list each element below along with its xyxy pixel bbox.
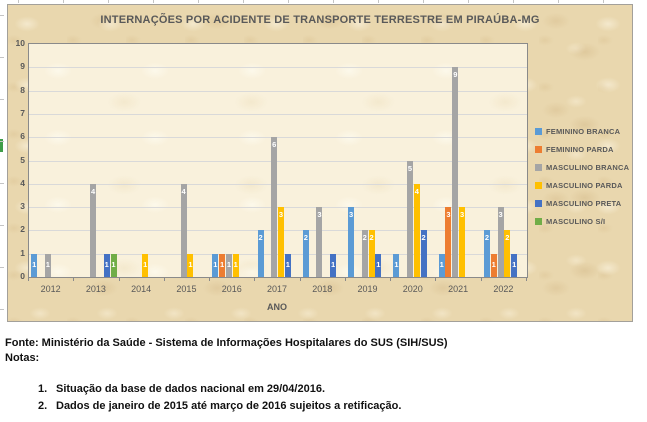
y-tick-label: 8 xyxy=(20,84,25,95)
x-tick-label: 2016 xyxy=(221,284,242,294)
source-line: Fonte: Ministério da Saúde - Sistema de Informações Hospitalares do SUS (SIH/SUS) xyxy=(5,337,448,349)
legend-item-masculino-branca xyxy=(535,163,629,172)
legend-swatch-icon xyxy=(535,128,542,135)
legend-item-masculino-s-i xyxy=(535,217,629,226)
bar-data-label: 3 xyxy=(349,210,354,220)
legend-item-masculino-preta xyxy=(535,199,629,208)
legend-label: FEMININO BRANCA xyxy=(546,127,621,136)
y-tick-label: 0 xyxy=(20,271,25,281)
bar-data-label: 1 xyxy=(285,259,290,269)
x-axis-tick xyxy=(345,277,346,281)
x-axis-title: ANO xyxy=(267,302,287,312)
note-text: Dados de janeiro de 2015 até março de 2016 sujeitos a retificação. xyxy=(56,400,402,412)
x-tick-label: 2014 xyxy=(131,284,152,294)
bar-data-label: 1 xyxy=(220,259,225,269)
bar-2021-feminino-parda xyxy=(445,207,451,277)
bar-data-label: 4 xyxy=(91,186,96,196)
bar-data-label: 3 xyxy=(459,210,465,220)
y-tick-label: 2 xyxy=(20,224,25,235)
edge-tick xyxy=(0,183,4,184)
bar-2021-masculino-parda xyxy=(459,207,465,277)
bar-2022-feminino-branca xyxy=(484,230,490,277)
bar-2017-masculino-preta xyxy=(285,254,291,277)
bar-2019-feminino-branca xyxy=(348,207,354,277)
note-number: 2. xyxy=(38,400,48,412)
bar-data-label: 3 xyxy=(446,210,451,220)
bar-2014-masculino-parda xyxy=(142,254,148,277)
legend-item-feminino-parda xyxy=(535,145,629,154)
bar-data-label: 5 xyxy=(407,163,413,173)
bar-data-label: 1 xyxy=(104,259,109,269)
y-tick-label: 6 xyxy=(20,131,25,142)
y-tick-label: 1 xyxy=(20,247,25,258)
x-axis-tick xyxy=(73,277,74,281)
x-axis-tick xyxy=(300,277,301,281)
bar-data-label: 2 xyxy=(369,233,374,243)
bar-2020-masculino-branca xyxy=(407,161,413,278)
bar-data-label: 1 xyxy=(394,259,399,269)
x-tick-label: 2017 xyxy=(266,284,287,294)
legend-label: MASCULINO PRETA xyxy=(546,199,622,208)
bar-data-label: 1 xyxy=(111,259,116,269)
bar-2013-masculino-branca xyxy=(90,184,96,277)
x-axis-tick xyxy=(119,277,120,281)
bar-data-label: 9 xyxy=(453,70,458,80)
edge-tick xyxy=(288,0,289,3)
bar-2016-masculino-parda xyxy=(233,254,239,277)
edge-tick xyxy=(0,15,4,16)
legend-swatch-icon xyxy=(535,164,542,171)
x-axis-tick xyxy=(254,277,255,281)
y-tick-label: 10 xyxy=(15,38,25,48)
legend-label: FEMININO PARDA xyxy=(546,145,614,154)
legend-label: MASCULINO PARDA xyxy=(546,181,623,190)
x-tick-label: 2021 xyxy=(448,284,469,294)
x-axis-tick xyxy=(435,277,436,281)
bar-data-label: 1 xyxy=(512,259,517,269)
bar-2022-masculino-preta xyxy=(511,254,517,277)
bar-data-label: 2 xyxy=(484,233,490,243)
x-axis-tick xyxy=(164,277,165,281)
chart-legend xyxy=(535,127,629,226)
bar-2020-feminino-branca xyxy=(393,254,399,277)
bar-data-label: 2 xyxy=(505,233,510,243)
edge-tick xyxy=(153,0,154,3)
bar-2017-feminino-branca xyxy=(258,230,264,277)
x-axis-tick xyxy=(209,277,210,281)
bar-2018-feminino-branca xyxy=(303,230,309,277)
bar-data-label: 1 xyxy=(213,259,218,269)
legend-swatch-icon xyxy=(535,182,542,189)
footer xyxy=(0,330,647,422)
bar-data-label: 1 xyxy=(188,259,193,269)
legend-label: MASCULINO BRANCA xyxy=(546,163,630,172)
bar-data-label: 4 xyxy=(414,186,419,196)
y-tick-label: 4 xyxy=(20,177,25,188)
edge-tick xyxy=(378,0,379,3)
edge-tick xyxy=(0,99,4,100)
bar-data-label: 1 xyxy=(32,259,37,269)
y-tick-label: 9 xyxy=(20,61,25,72)
bar-2012-feminino-branca xyxy=(31,254,37,277)
note-text: Situação da base de dados nacional em 29/04/2016. xyxy=(56,383,326,395)
edge-tick xyxy=(0,57,4,58)
bar-data-label: 2 xyxy=(362,233,367,243)
x-axis-tick xyxy=(390,277,391,281)
bar-data-label: 1 xyxy=(376,259,381,269)
bar-data-label: 1 xyxy=(143,259,148,269)
notes-label: Notas: xyxy=(5,352,40,364)
edge-tick xyxy=(0,309,4,310)
bar-data-label: 1 xyxy=(439,259,444,269)
edge-tick xyxy=(0,225,4,226)
bar-2018-masculino-branca xyxy=(316,207,322,277)
bar-data-label: 3 xyxy=(498,210,503,220)
edge-tick xyxy=(0,267,4,268)
x-axis-tick xyxy=(481,277,482,281)
x-tick-label: 2013 xyxy=(85,284,106,294)
bar-2019-masculino-preta xyxy=(375,254,381,277)
x-tick-label: 2012 xyxy=(40,284,61,294)
bar-2017-masculino-branca xyxy=(271,137,277,277)
x-tick-label: 2019 xyxy=(357,284,378,294)
x-tick-label: 2022 xyxy=(493,284,514,294)
x-tick-label: 2018 xyxy=(312,284,333,294)
edge-tick xyxy=(0,141,4,142)
legend-swatch-icon xyxy=(535,146,542,153)
bar-data-label: 1 xyxy=(233,259,238,269)
edge-tick xyxy=(558,0,559,3)
edge-tick xyxy=(63,0,64,3)
bar-2019-masculino-parda xyxy=(369,230,375,277)
x-axis-tick xyxy=(526,277,527,281)
bar-data-label: 6 xyxy=(272,140,277,150)
bar-data-label: 1 xyxy=(45,259,50,269)
chart-frame xyxy=(7,4,633,322)
x-axis-tick xyxy=(28,277,29,281)
legend-item-masculino-parda xyxy=(535,181,629,190)
bar-2021-masculino-branca xyxy=(452,67,458,277)
x-tick-label: 2020 xyxy=(402,284,423,294)
edge-tick xyxy=(243,0,244,3)
edge-tick xyxy=(423,0,424,3)
bar-2022-feminino-parda xyxy=(491,254,497,277)
chart-title: INTERNAÇÕES POR ACIDENTE DE TRANSPORTE TERRESTRE EM PIRAÚBA-MG xyxy=(100,14,540,26)
edge-tick xyxy=(18,0,19,3)
bar-data-label: 1 xyxy=(330,259,336,269)
bar-2020-masculino-preta xyxy=(421,230,427,277)
y-tick-label: 5 xyxy=(20,154,25,165)
x-tick-label: 2015 xyxy=(176,284,197,294)
edge-tick xyxy=(333,0,334,3)
bar-2013-masculino-s-i xyxy=(111,254,117,277)
note-number: 1. xyxy=(38,383,48,395)
bar-data-label: 1 xyxy=(226,259,231,269)
bar-2021-feminino-branca xyxy=(439,254,445,277)
legend-swatch-icon xyxy=(535,200,542,207)
bar-2018-masculino-preta xyxy=(330,254,336,277)
bar-2015-masculino-parda xyxy=(187,254,193,277)
legend-item-feminino-branca xyxy=(535,127,629,136)
edge-tick xyxy=(108,0,109,3)
y-tick-label: 3 xyxy=(20,201,25,212)
edge-tick xyxy=(468,0,469,3)
edge-tick xyxy=(603,0,604,3)
bar-data-label: 4 xyxy=(181,186,186,196)
y-tick-label: 7 xyxy=(20,107,25,118)
legend-swatch-icon xyxy=(535,218,542,225)
edge-tick xyxy=(513,0,514,3)
bar-data-label: 2 xyxy=(258,233,263,243)
plot-area xyxy=(28,43,528,278)
bar-data-label: 3 xyxy=(317,210,322,220)
bar-2020-masculino-parda xyxy=(414,184,420,277)
bar-data-label: 2 xyxy=(421,233,426,243)
bar-data-label: 1 xyxy=(491,259,496,269)
bar-data-label: 3 xyxy=(278,210,284,220)
bar-data-label: 2 xyxy=(303,233,308,243)
bar-2022-masculino-parda xyxy=(504,230,510,277)
bar-2012-masculino-branca xyxy=(45,254,51,277)
legend-label: MASCULINO S/I xyxy=(546,217,606,226)
edge-tick xyxy=(198,0,199,3)
